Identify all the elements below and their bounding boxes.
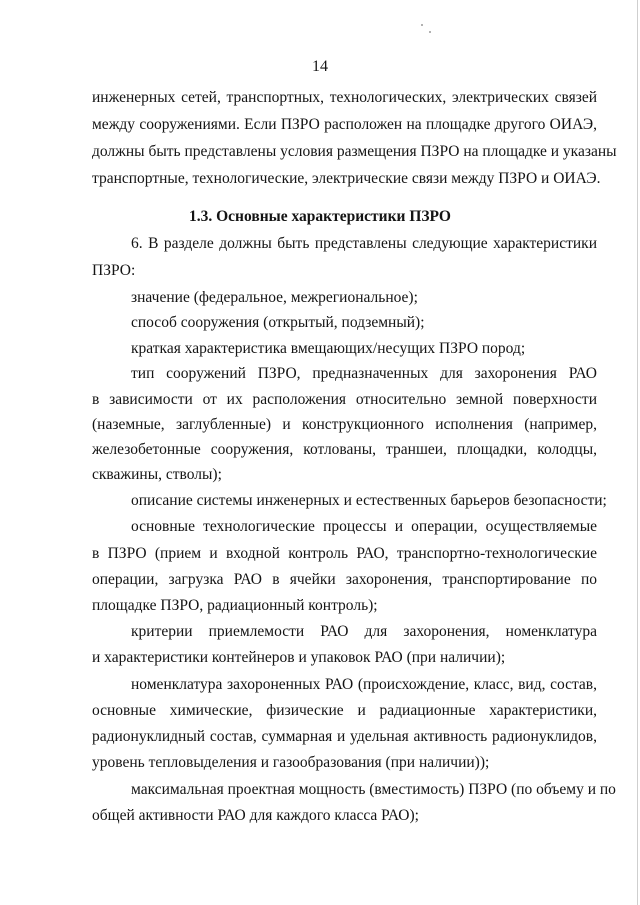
list-item: основные технологические процессы и операции, осуществляемые bbox=[131, 518, 597, 535]
intro-line: транспортные, технологические, электрические связи между ПЗРО и ОИАЭ. bbox=[92, 170, 601, 187]
list-item-continuation: в ПЗРО (прием и входной контроль РАО, транспортно-технологические bbox=[92, 545, 597, 562]
list-item: описание системы инженерных и естественных барьеров безопасности; bbox=[131, 492, 607, 509]
list-item-continuation: и характеристики контейнеров и упаковок РАО (при наличии); bbox=[92, 649, 506, 666]
list-item-continuation: железобетонные сооружения, котлованы, траншеи, площадки, колодцы, bbox=[92, 441, 597, 458]
scan-edge bbox=[637, 0, 638, 905]
section-heading: 1.3. Основные характеристики ПЗРО bbox=[189, 208, 451, 225]
list-item-continuation: основные химические, физические и радиационные характеристики, bbox=[92, 702, 597, 719]
list-item-continuation: радионуклидный состав, суммарная и удельная активность радионуклидов, bbox=[92, 728, 597, 745]
list-item-continuation: операции, загрузка РАО в ячейки захоронения, транспортирование по bbox=[92, 571, 597, 588]
list-item-continuation: общей активности РАО для каждого класса РАО); bbox=[92, 807, 419, 824]
list-item: максимальная проектная мощность (вместимость) ПЗРО (по объему и по bbox=[131, 781, 616, 798]
list-item: способ сооружения (открытый, подземный); bbox=[131, 314, 425, 331]
page-number: 14 bbox=[312, 58, 328, 75]
intro-line: между сооружениями. Если ПЗРО расположен на площадке другого ОИАЭ, bbox=[92, 116, 597, 133]
list-item: номенклатура захороненных РАО (происхождение, класс, вид, состав, bbox=[131, 676, 597, 693]
list-item: значение (федеральное, межрегиональное); bbox=[131, 289, 418, 306]
list-item: тип сооружений ПЗРО, предназначенных для захоронения РАО bbox=[131, 365, 597, 382]
scan-speck bbox=[429, 31, 431, 33]
intro-line: инженерных сетей, транспортных, технологических, электрических связей bbox=[92, 89, 597, 106]
intro-line: должны быть представлены условия размещения ПЗРО на площадке и указаны bbox=[92, 143, 617, 160]
scan-speck bbox=[421, 24, 423, 26]
list-item-continuation: (наземные, заглубленные) и конструкционного исполнения (например, bbox=[92, 416, 597, 433]
list-item-continuation: в зависимости от их расположения относительно земной поверхности bbox=[92, 391, 597, 408]
item-6-line: 6. В разделе должны быть представлены следующие характеристики bbox=[131, 235, 597, 252]
list-item-continuation: уровень тепловыделения и газообразования (при наличии)); bbox=[92, 754, 490, 771]
list-item-continuation: площадке ПЗРО, радиационный контроль); bbox=[92, 597, 378, 614]
list-item: критерии приемлемости РАО для захоронения, номенклатура bbox=[131, 623, 597, 640]
item-6-line: ПЗРО: bbox=[92, 262, 136, 279]
list-item: краткая характеристика вмещающих/несущих ПЗРО пород; bbox=[131, 340, 526, 357]
list-item-continuation: скважины, стволы); bbox=[92, 466, 222, 483]
